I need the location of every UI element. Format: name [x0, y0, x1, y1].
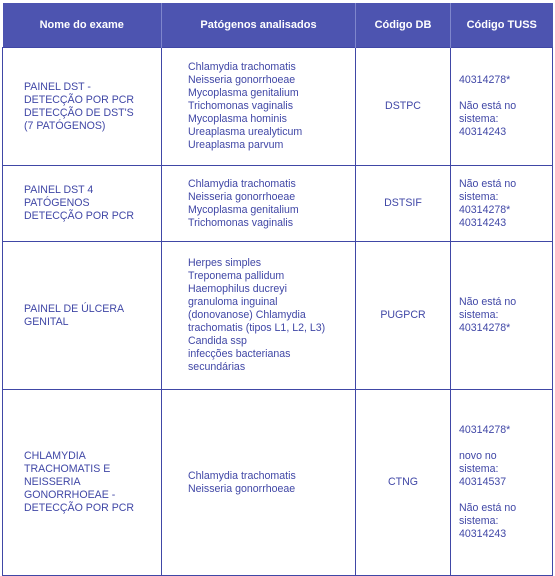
pathogens-cell	[162, 166, 356, 242]
pathogen-item: Herpes simples	[188, 257, 262, 269]
tuss-line: 40314243	[459, 528, 507, 540]
spacer	[459, 489, 546, 502]
pathogen-item: Trichomonas vaginalis	[188, 100, 294, 112]
pathogen-item: Treponema pallidum	[188, 270, 285, 282]
pathogen-item: Mycoplasma genitalium	[188, 203, 299, 216]
table-body	[3, 48, 553, 576]
pathogen-item: secundárias	[188, 361, 246, 373]
tuss-line: Não está no	[459, 177, 517, 190]
pathogens-cell	[162, 48, 356, 166]
exam-name-line: PAINEL DE ÚLCERA	[24, 302, 125, 315]
pathogen-item: Mycoplasma hominis	[188, 113, 287, 125]
tuss-line: sistema:	[459, 113, 499, 125]
db-code-cell: CTNG	[356, 390, 451, 576]
exam-name-cell	[3, 48, 162, 166]
tuss-code-cell	[451, 242, 553, 390]
table-row	[3, 390, 553, 576]
header-pathogens: Patógenos analisados	[162, 3, 356, 48]
exams-table	[2, 3, 553, 576]
pathogen-item: Trichomonas vaginalis	[188, 216, 294, 229]
pathogens-cell	[162, 390, 356, 576]
pathogen-item: (donovanose) Chlamydia	[188, 309, 306, 321]
pathogen-item: granuloma inguinal	[188, 296, 278, 308]
table-row	[3, 166, 553, 242]
pathogen-item: Ureaplasma urealyticum	[188, 126, 303, 138]
tuss-line: novo no	[459, 450, 497, 462]
spacer	[459, 437, 546, 450]
tuss-line: 40314278*	[459, 74, 511, 86]
exam-name-line: CHLAMYDIA	[24, 450, 86, 462]
tuss-code-cell	[451, 166, 553, 242]
exam-name-line: DETECÇÃO POR PCR	[24, 93, 135, 106]
tuss-line: sistema:	[459, 463, 499, 475]
tuss-line: sistema:	[459, 309, 499, 321]
exam-name-line: (7 PATÓGENOS)	[24, 119, 106, 132]
tuss-line: 40314243	[459, 216, 507, 229]
tuss-line: sistema:	[459, 515, 499, 527]
exam-name-line: GONORRHOEAE -	[24, 489, 116, 501]
db-code-cell: DSTSIF	[356, 166, 451, 242]
pathogen-item: Neisseria gonorrhoeae	[188, 74, 296, 86]
tuss-line: 40314278*	[459, 424, 511, 436]
exam-name-line: PATÓGENOS	[24, 197, 90, 209]
exam-name-line: TRACHOMATIS E	[24, 463, 111, 475]
exam-name-cell	[3, 242, 162, 390]
pathogen-item: Candida ssp	[188, 335, 247, 347]
pathogen-item: Neisseria gonorrhoeae	[188, 190, 296, 203]
pathogen-item: Mycoplasma genitalium	[188, 87, 299, 99]
db-code-cell: PUGPCR	[356, 242, 451, 390]
tuss-line: sistema:	[459, 190, 499, 203]
table-row	[3, 48, 553, 166]
exam-name-line: DETECÇÃO DE DST'S	[24, 106, 134, 119]
pathogen-item: Ureaplasma parvum	[188, 139, 284, 151]
tuss-line: 40314278*	[459, 322, 511, 334]
exam-name-line: DETECÇÃO POR PCR	[24, 502, 135, 514]
header-row	[3, 3, 553, 48]
header-exam-name: Nome do exame	[3, 3, 162, 48]
spacer	[459, 87, 546, 100]
exam-name-line: NEISSERIA	[24, 476, 81, 488]
pathogen-item: Neisseria gonorrhoeae	[188, 482, 296, 495]
pathogen-item: Chlamydia trachomatis	[188, 177, 296, 190]
header-db-code: Código DB	[356, 3, 451, 48]
tuss-line: Não está no	[459, 296, 517, 308]
pathogen-item: Chlamydia trachomatis	[188, 61, 296, 73]
tuss-line: 40314278*	[459, 203, 511, 216]
tuss-code-cell	[451, 390, 553, 576]
tuss-line: 40314537	[459, 476, 507, 488]
exam-name-line: PAINEL DST 4	[24, 184, 94, 196]
exam-name-cell	[3, 166, 162, 242]
tuss-line: Não está no	[459, 502, 517, 514]
exam-name-cell	[3, 390, 162, 576]
exam-name-line: DETECÇÃO POR PCR	[24, 210, 135, 222]
pathogen-item: trachomatis (tipos L1, L2, L3)	[188, 322, 326, 334]
table-row	[3, 242, 553, 390]
exam-name-line: PAINEL DST -	[24, 80, 91, 93]
tuss-line: 40314243	[459, 126, 507, 138]
header-tuss-code: Código TUSS	[451, 3, 553, 48]
pathogen-item: Haemophilus ducreyi	[188, 283, 287, 295]
db-code-cell: DSTPC	[356, 48, 451, 166]
exam-name-line: GENITAL	[24, 315, 69, 328]
tuss-code-cell	[451, 48, 553, 166]
pathogen-item: infecções bacterianas	[188, 348, 291, 360]
tuss-line: Não está no	[459, 100, 517, 112]
pathogens-cell	[162, 242, 356, 390]
pathogen-item: Chlamydia trachomatis	[188, 469, 296, 482]
